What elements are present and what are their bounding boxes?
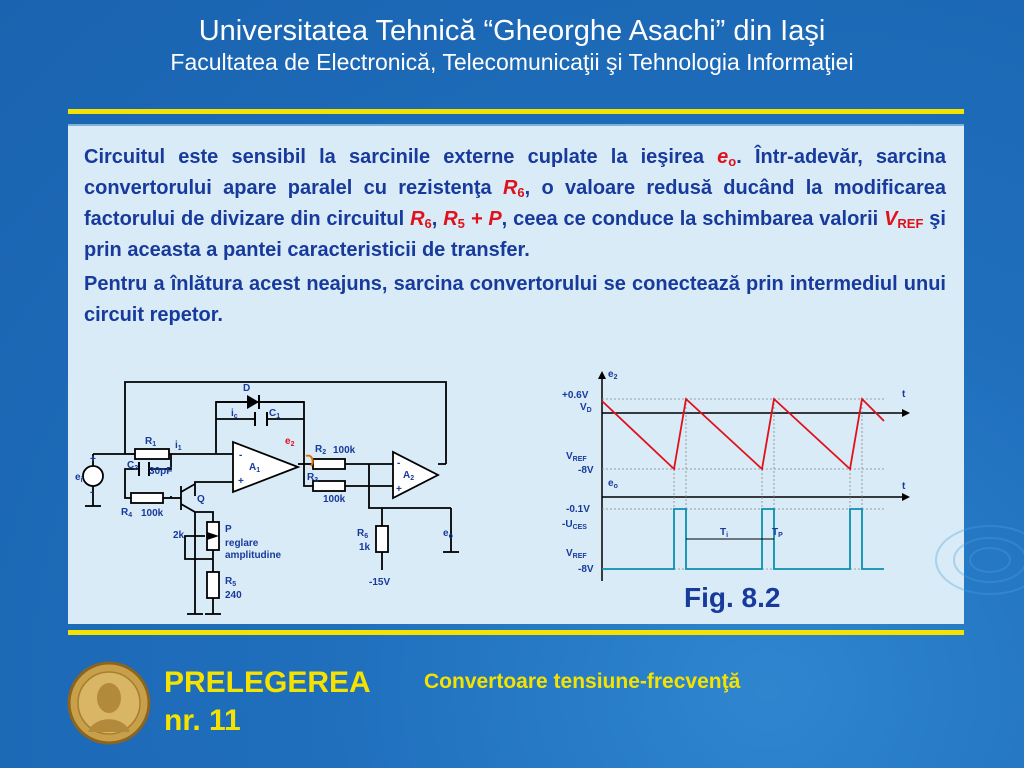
- svg-text:-: -: [239, 450, 243, 461]
- waveform-diagram: [546, 369, 926, 589]
- water-ripple-decoration: [900, 500, 1024, 650]
- svg-text:+: +: [90, 454, 96, 465]
- svg-text:-: -: [397, 458, 401, 469]
- svg-text:TP: $T_P$: [772, 527, 783, 539]
- svg-text:A1: $A_1$: [249, 462, 261, 474]
- paragraph-1: Circuitul este sensibil la sarcinile externe cuplate la ieşirea $e_o$. Într-adevăr, sarcina convertorului apare paralel cu rezistenţa $R_6$, o valoare redusă ducând la modificarea factorului de divizare din circuitul $R_6$, $R_5 + P$, ceea ce conduce la schimbarea valorii $V_{REF}$ şi prin aceasta a pantei caracteristicii de transfer.: [84, 146, 946, 261]
- svg-text:P: P: [225, 524, 232, 535]
- svg-text:t: t: [902, 389, 906, 400]
- paragraph-2: Pentru a înlătura acest neajuns, sarcina convertorului se conectează prin intermediul unui circuit repetor.: [84, 273, 946, 326]
- svg-text:ei: $e_i$: [75, 472, 83, 484]
- lecture-topic: Convertoare tensiune-frecvenţă: [424, 670, 741, 693]
- svg-text:+0.6V: +0.6V: [562, 390, 589, 401]
- svg-text:100k: 100k: [333, 445, 356, 456]
- svg-text:-8V: -8V: [578, 465, 594, 476]
- svg-text:-15V: -15V: [369, 577, 391, 588]
- svg-text:-8V: -8V: [578, 564, 594, 575]
- svg-text:ic: $i_c$: [231, 408, 238, 420]
- svg-text:VREF: $V_{REF}$: [566, 548, 587, 560]
- university-medal-icon: [66, 660, 152, 746]
- lecture-title: PRELEGEREA: [164, 666, 371, 699]
- diode-icon: [247, 395, 259, 409]
- svg-text:D: D: [243, 383, 251, 394]
- bottom-divider: [68, 630, 964, 635]
- svg-text:+: +: [238, 476, 244, 487]
- figure-caption: Fig. 8.2: [684, 582, 781, 613]
- svg-text:+: +: [396, 484, 402, 495]
- svg-text:100k: 100k: [323, 494, 346, 505]
- lecture-number: nr. 11: [164, 704, 241, 737]
- svg-text:VD: $V_D$: [580, 402, 592, 414]
- svg-text:R3: $R_3$: [307, 472, 319, 484]
- svg-text:e2: $e_2$: [608, 369, 618, 381]
- svg-text:2k: 2k: [173, 530, 185, 541]
- svg-text:C1: $C_1$: [269, 408, 281, 420]
- svg-text:R1: $R_1$: [145, 436, 157, 448]
- faculty-title: Facultatea de Electronică, Telecomunicaţii şi Tehnologia Informaţiei: [170, 49, 854, 75]
- body-text: [84, 142, 946, 334]
- svg-text:eo: $e_o$: [443, 528, 453, 540]
- svg-text:R6: $R_6$: [357, 528, 369, 540]
- svg-text:-: -: [90, 487, 94, 498]
- lecture-label: [164, 664, 371, 740]
- svg-text:-UCES: $-U_{CES}$: [562, 519, 587, 531]
- svg-text:Q: Q: [197, 494, 205, 505]
- content-panel: [68, 124, 964, 624]
- svg-text:reglare: reglare: [225, 538, 259, 549]
- svg-text:eo: $e_o$: [608, 478, 618, 490]
- svg-text:C2: $C_2$: [127, 460, 139, 472]
- svg-text:e2: $e_2$: [285, 436, 295, 448]
- svg-text:R4: $R_4$: [121, 507, 133, 519]
- svg-text:240: 240: [225, 590, 242, 601]
- slide-header: [0, 14, 1024, 76]
- university-title: Universitatea Tehnică “Gheorghe Asachi” din Iaşi: [198, 15, 826, 47]
- svg-text:Ti: $T_i$: [720, 527, 729, 539]
- e2-waveform: [602, 399, 884, 469]
- svg-text:100k: 100k: [141, 508, 164, 519]
- svg-text:R2: $R_2$: [315, 444, 327, 456]
- svg-text:1k: 1k: [359, 542, 371, 553]
- svg-text:i1: $i_1$: [175, 440, 182, 452]
- e2-axis-arrow-icon: [598, 371, 606, 379]
- svg-text:amplitudine: amplitudine: [225, 550, 282, 561]
- svg-text:30pF: 30pF: [149, 466, 173, 477]
- svg-text:t: t: [902, 481, 906, 492]
- top-divider: [68, 109, 964, 114]
- svg-text:VREF: $V_{REF}$: [566, 451, 587, 463]
- svg-text:-0.1V: -0.1V: [566, 504, 590, 515]
- svg-text:A2: $A_2$: [403, 470, 415, 482]
- circuit-schematic: [73, 374, 493, 619]
- t-axis-arrow-icon: [902, 409, 910, 417]
- svg-text:R5: $R_5$: [225, 576, 237, 588]
